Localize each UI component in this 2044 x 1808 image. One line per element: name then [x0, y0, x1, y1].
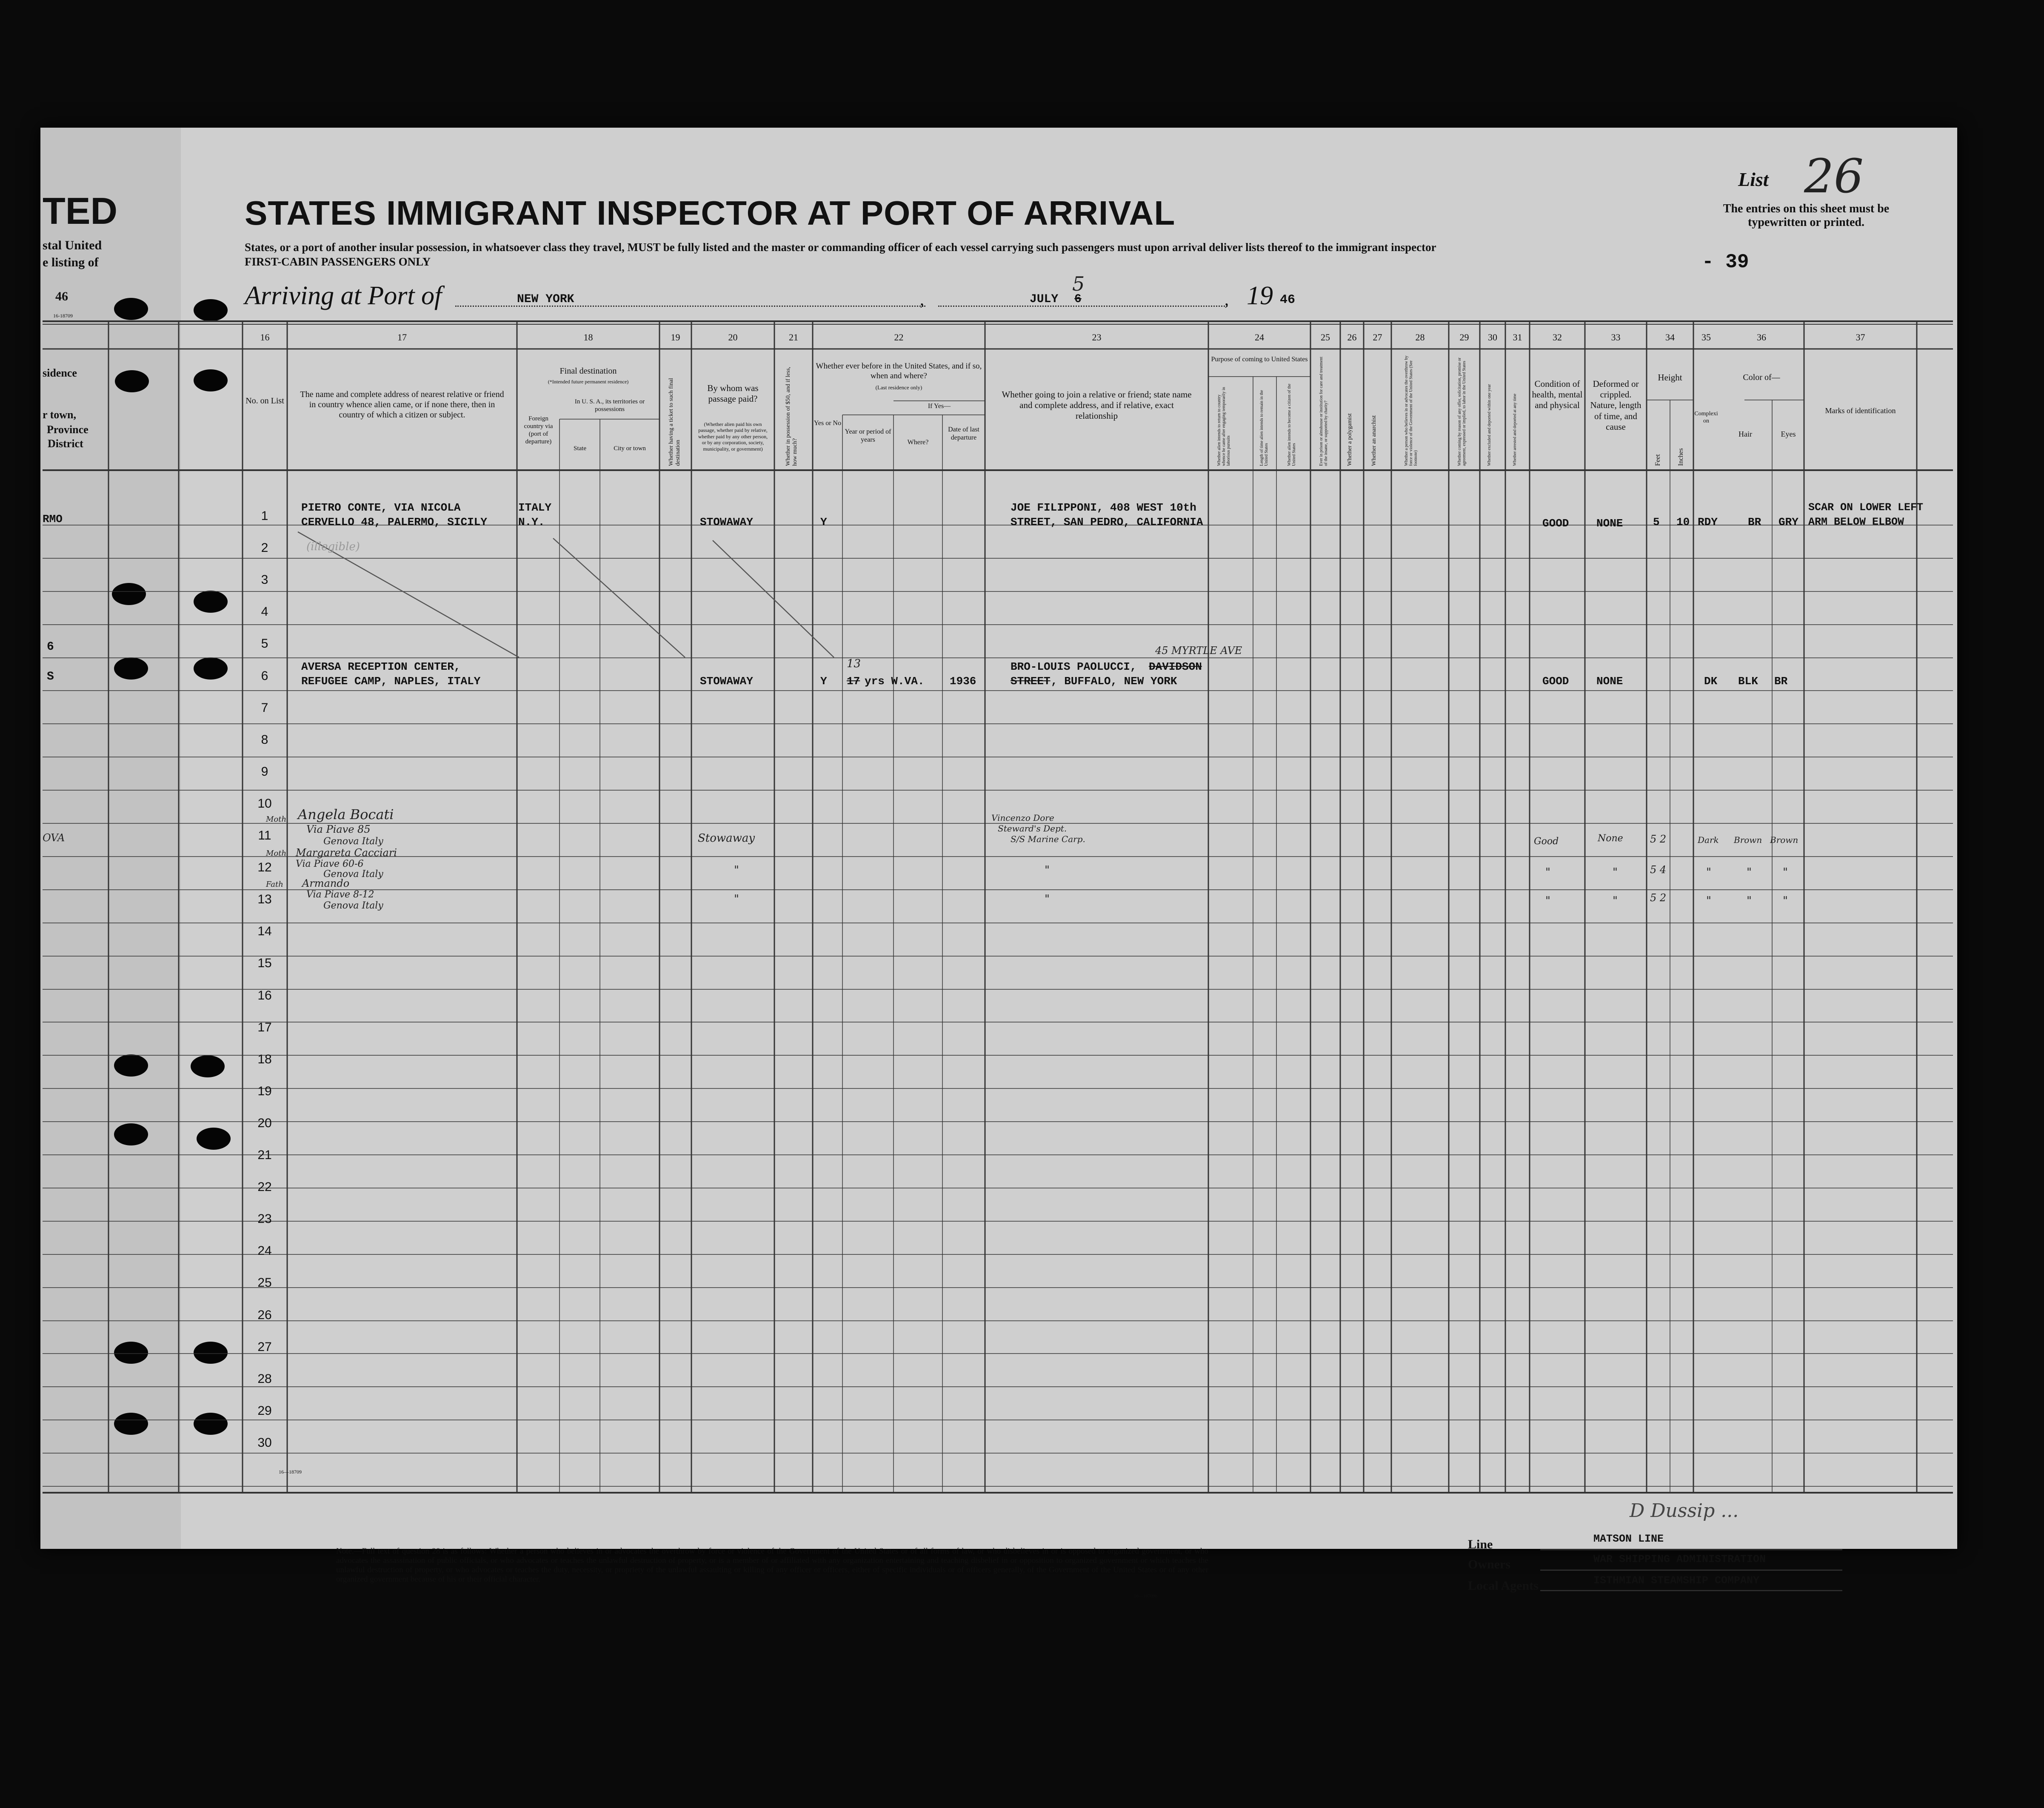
r11-complexion: Dark — [1698, 835, 1719, 845]
row-number: 3 — [261, 573, 268, 587]
row-number: 17 — [257, 1020, 272, 1034]
r6-relative-line-1: AVERSA RECEPTION CENTER, — [301, 660, 461, 673]
r6-complexion: DK — [1704, 675, 1718, 688]
row-number: 16 — [257, 988, 272, 1003]
header-passage-note: (Whether alien paid his own passage, whether paid by relative, whether paid by any other person, or by any corporation, society, municipality, or government) — [698, 421, 768, 452]
r13-relation: Fath — [266, 880, 283, 889]
r1-join-line-2: STREET, SAN PEDRO, CALIFORNIA — [1011, 516, 1203, 528]
page-title: STATES IMMIGRANT INSPECTOR AT PORT OF ARRIVAL — [245, 194, 1176, 232]
header-arrested: Whether arrested and deported at any time — [1513, 394, 1517, 466]
row-number: 5 — [261, 637, 268, 651]
r12-complexion-ditto: " — [1706, 866, 1711, 879]
col-num-26: 26 — [1347, 332, 1357, 343]
r1-feet: 5 — [1653, 516, 1660, 528]
r12-relation: Moth — [266, 849, 287, 858]
col-num-21: 21 — [789, 332, 798, 343]
r6-years-struck: 17 — [847, 675, 860, 688]
header-marks: Marks of identification — [1825, 406, 1896, 415]
r1-join-line-1: JOE FILIPPONI, 408 WEST 10th — [1011, 501, 1196, 514]
r12-passage-ditto: " — [734, 864, 739, 877]
line-label: Line — [1468, 1537, 1493, 1551]
agents-value: ISTHMIAN STEAMSHIP COMPANY — [1593, 1574, 1760, 1587]
row-number: 1 — [261, 509, 268, 523]
year-suffix: 46 — [1280, 293, 1296, 307]
header-where: Where? — [907, 439, 929, 446]
r1-before-us: Y — [820, 516, 827, 528]
col-num-30: 30 — [1488, 332, 1497, 343]
row-number: 30 — [257, 1436, 272, 1450]
header-list-no: No. on List — [246, 396, 284, 406]
owners-label: Owners — [1468, 1557, 1510, 1571]
col-num-33: 33 — [1611, 332, 1621, 343]
header-date-departure: Date of last departure — [948, 426, 979, 442]
col-num-23: 23 — [1092, 332, 1102, 343]
footer-form-code: 16—18709 — [279, 1469, 302, 1475]
row-number: 19 — [257, 1084, 272, 1098]
col-num-32: 32 — [1553, 332, 1562, 343]
r12-eyes-ditto: " — [1783, 866, 1788, 879]
row-number: 23 — [257, 1212, 272, 1226]
footnote-code: 16—18709b — [1134, 1594, 1157, 1599]
r1-deformed: NONE — [1596, 517, 1623, 530]
row-number: 13 — [257, 892, 272, 906]
header-overthrow: Whether a person who believes in or advocates the overthrow by force or violence of the Government of the United States (See footnote) — [1404, 355, 1418, 466]
list-label: List — [1738, 169, 1769, 190]
r1-relative-line-2: CERVELLO 48, PALERMO, SICILY — [301, 516, 487, 528]
r12-relative-line-2: Via Piave 60-6 — [296, 859, 364, 869]
left-line-2: e listing of — [43, 255, 99, 269]
r12-height: 5 4 — [1650, 864, 1667, 876]
r12-deformed-ditto: " — [1613, 866, 1618, 879]
header-prison: Ever in prison or almshouse or institution for care and treatment of the insane, or supported by charity? — [1319, 357, 1328, 466]
r6-join-insert: 45 MYRTLE AVE — [1155, 645, 1242, 657]
line-value: MATSON LINE — [1593, 1533, 1664, 1545]
typewritten-note: The entries on this sheet must be typewritten or printed. — [1723, 202, 1890, 229]
r1-passage: STOWAWAY — [700, 516, 753, 528]
r6-departure-date: 1936 — [950, 675, 976, 688]
form-code-top: 16-18709 — [53, 313, 73, 319]
first-cabin-label: FIRST-CABIN PASSENGERS ONLY — [245, 255, 431, 268]
r13-passage-ditto: " — [734, 893, 739, 905]
left-row-11: OVA — [43, 832, 65, 844]
inspector-signature: D Dussip ... — [1630, 1500, 1739, 1522]
r13-relative-line-1: Armando — [302, 877, 350, 889]
row-number: 28 — [257, 1372, 272, 1386]
r11-health: Good — [1534, 836, 1559, 847]
row-number: 15 — [257, 956, 272, 970]
row-number: 9 — [261, 765, 268, 779]
left-title-fragment: TED — [43, 190, 117, 232]
r13-join-ditto: " — [1045, 893, 1050, 905]
header-hair: Hair — [1739, 430, 1752, 438]
header-year-period: Year or period of years — [845, 428, 891, 444]
col-num-22: 22 — [894, 332, 904, 343]
col-num-27: 27 — [1373, 332, 1382, 343]
page-subtitle: States, or a port of another insular possession, in whatsoever class they travel, MUST be fully listed and the master or commanding officer of each vessel carrying such passengers must upon arrival deliver lists thereof to the immigrant inspector — [245, 241, 1436, 254]
r13-relative-line-2: Via Piave 8-12 — [306, 889, 374, 900]
header-fifty-dollars: Whether in possession of $50, and if less, how much? — [785, 367, 798, 466]
left-year: 46 — [55, 289, 68, 303]
header-labor-offer: Whether coming by reason of any offer, solicitation, promise or agreement, expressed or implied, to labor in the United States — [1457, 357, 1467, 466]
footnote-question-28: Note.—Full text of question 28 is as follows: Whether a person who believes in or advocates the overthrow by force or violence of the Government of the United States or of all forms of law, or who disbelieves in or is opposed to organized government, or who advocates the assassination of public officials, or who advocates or teaches the unlawful destruction of property, or is a member of or affiliated with any organization entertaining and teaching disbelief in or opposition to organized government or which teaches the unlawful destruction of property, or who advocates or teaches the duty, necessity, or propriety of the unlawful assaulting or killing of any officer or officers, either of specific individuals or of officers generally, of the Government of the United States or of any other organized government because of his or their official character. — [336, 1547, 1208, 1584]
header-before-us-note: (Last residence only) — [875, 384, 922, 391]
row-number: 18 — [257, 1052, 272, 1066]
port-comma: , — [920, 290, 924, 309]
col-num-36: 36 — [1757, 332, 1766, 343]
r1-relative-line-1: PIETRO CONTE, VIA NICOLA — [301, 501, 461, 514]
r1-foreign-country: ITALY — [518, 501, 552, 514]
r6-deformed: NONE — [1596, 675, 1623, 688]
r1-hair: BR — [1748, 516, 1761, 528]
col-num-29: 29 — [1459, 332, 1469, 343]
r11-eyes: Brown — [1770, 835, 1798, 845]
row-number: 4 — [261, 605, 268, 619]
col-num-37: 37 — [1856, 332, 1865, 343]
r1-port-departure: N.Y. — [518, 516, 545, 528]
row-number: 12 — [257, 860, 272, 874]
header-height: Height — [1658, 372, 1682, 383]
r11-relative-line-1: Angela Bocati — [298, 806, 394, 823]
col-num-34: 34 — [1665, 332, 1675, 343]
header-state: State — [574, 445, 586, 452]
r11-hair: Brown — [1734, 835, 1762, 845]
r11-join-line-1: Vincenzo Dore — [991, 813, 1054, 823]
col-num-18: 18 — [583, 332, 593, 343]
header-excluded: Whether excluded and deported within one year — [1487, 384, 1492, 466]
r1-marks-line-2: ARM BELOW ELBOW — [1808, 516, 1904, 528]
r12-hair-ditto: " — [1747, 866, 1752, 879]
header-city: City or town — [614, 445, 646, 452]
header-polygamist: Whether a polygamist — [1347, 413, 1353, 466]
left-row-6: S — [47, 670, 54, 683]
r12-join-ditto: " — [1045, 864, 1050, 877]
left-row-1: RMO — [43, 513, 63, 526]
r13-hair-ditto: " — [1747, 894, 1752, 907]
header-complexion: Complexion — [1694, 411, 1718, 424]
col-num-24: 24 — [1255, 332, 1264, 343]
r6-hair: BLK — [1738, 675, 1758, 688]
col-num-31: 31 — [1513, 332, 1522, 343]
header-anarchist: Whether an anarchist — [1371, 415, 1377, 466]
row-number: 8 — [261, 733, 268, 747]
r1-health: GOOD — [1542, 517, 1569, 530]
r6-join-line-1: BRO-LOUIS PAOLUCCI, — [1011, 660, 1137, 673]
header-purpose-c: Whether alien intends to become a citizen of the United States — [1287, 383, 1296, 466]
r12-relative-line-3: Genova Italy — [323, 869, 383, 880]
r13-height: 5 2 — [1650, 892, 1667, 904]
left-line-1: stal United — [43, 238, 102, 252]
col-num-20: 20 — [728, 332, 738, 343]
row-number: 29 — [257, 1404, 272, 1418]
col-num-35: 35 — [1701, 332, 1711, 343]
port-value: NEW YORK — [517, 293, 574, 306]
left-province: Province — [47, 423, 88, 436]
r12-health-ditto: " — [1545, 866, 1550, 879]
date-comma: , — [1225, 290, 1229, 309]
row-number: 14 — [257, 924, 272, 938]
date-day-struck: 6 — [1074, 293, 1082, 306]
left-row-5: 6 — [47, 640, 54, 654]
r6-years-hand: 13 — [847, 657, 861, 670]
header-usa: In U. S. A., its territories or possessions — [574, 398, 645, 413]
r11-relation: Moth — [266, 815, 287, 824]
row-number: 6 — [261, 669, 268, 683]
left-town: r town, — [43, 408, 76, 421]
header-inches: Inches — [1677, 448, 1684, 466]
header-before-us: Whether ever before in the United States, and if so, when and where? — [816, 362, 982, 380]
row-number: 25 — [257, 1276, 272, 1290]
header-final-destination: Final destination — [560, 366, 617, 376]
row-number: 11 — [258, 828, 271, 843]
col-num-16: 16 — [260, 332, 270, 343]
owners-value: WAR SHIPPING ADMINISTRATION — [1593, 1553, 1766, 1565]
list-number: 26 — [1804, 149, 1864, 203]
row-number: 20 — [257, 1116, 272, 1130]
r1-eyes: GRY — [1779, 516, 1798, 528]
r6-join-struck-1: DAVIDSON — [1149, 660, 1202, 673]
header-deformed: Deformed or crippled. Nature, length of time, and cause — [1590, 379, 1641, 432]
header-foreign-country: Foreign country via (port of departure) — [524, 415, 553, 445]
row-number: 27 — [257, 1340, 272, 1354]
r12-relative-line-1: Margareta Cacciari — [296, 847, 397, 859]
agents-label: Local Agents — [1468, 1579, 1539, 1593]
r11-join-line-3: S/S Marine Carp. — [1011, 834, 1085, 844]
header-purpose: Purpose of coming to United States — [1211, 356, 1308, 363]
row-number: 24 — [257, 1244, 272, 1258]
r6-before-us: Y — [820, 675, 827, 688]
header-health: Condition of health, mental and physical — [1532, 379, 1583, 411]
sheet-number: - 39 — [1702, 251, 1749, 273]
r11-passage: Stowaway — [698, 832, 755, 845]
header-join-relative: Whether going to join a relative or friend; state name and complete address, and if relative, exact relationship — [1002, 389, 1192, 421]
header-purpose-a: Whether alien intends to return to country whence he came after engaging temporarily in laborious pursuits — [1217, 387, 1231, 466]
r6-years-where: yrs W.VA. — [865, 675, 925, 688]
header-yes-no: Yes or No — [814, 420, 842, 427]
row-number: 21 — [257, 1148, 272, 1162]
r13-deformed-ditto: " — [1613, 894, 1618, 907]
r6-eyes: BR — [1774, 675, 1788, 688]
r6-join-struck-2: STREET — [1011, 675, 1051, 688]
r1-inches: 10 — [1676, 516, 1690, 528]
left-residence: sidence — [43, 367, 77, 379]
r2-faint-text: (illegible) — [306, 540, 360, 553]
left-district: District — [48, 437, 83, 450]
row-number: 26 — [257, 1308, 272, 1322]
r11-deformed: None — [1598, 833, 1623, 844]
row-number: 22 — [257, 1180, 272, 1194]
r1-complexion: RDY — [1698, 516, 1718, 528]
col-num-19: 19 — [671, 332, 680, 343]
r6-join-line-2: , BUFFALO, NEW YORK — [1051, 675, 1177, 688]
r11-relative-line-3: Genova Italy — [323, 836, 383, 847]
r1-marks-line-1: SCAR ON LOWER LEFT — [1808, 501, 1924, 514]
row-number: 2 — [261, 541, 268, 555]
arriving-label: Arriving at Port of — [245, 281, 442, 310]
col-num-17: 17 — [397, 332, 407, 343]
row-number: 7 — [261, 701, 268, 715]
col-num-25: 25 — [1321, 332, 1330, 343]
r11-height: 5 2 — [1650, 833, 1667, 845]
date-day: 5 — [1072, 272, 1085, 295]
r13-health-ditto: " — [1545, 894, 1550, 907]
r6-relative-line-2: REFUGEE CAMP, NAPLES, ITALY — [301, 675, 481, 688]
header-relative: The name and complete address of nearest relative or friend in country whence alien came, or if none there, then in country of which a citizen or subject. — [300, 390, 504, 420]
header-passage: By whom was passage paid? — [707, 383, 759, 404]
header-final-destination-note: (*Intended future permanent residence) — [548, 379, 629, 385]
r6-passage: STOWAWAY — [700, 675, 753, 688]
header-feet: Feet — [1654, 454, 1661, 466]
year-prefix: 19 — [1247, 281, 1273, 310]
r13-relative-line-3: Genova Italy — [323, 900, 383, 911]
row-number: 10 — [257, 797, 272, 811]
header-ticket: Whether having a ticket to such final destination — [668, 378, 681, 466]
r13-eyes-ditto: " — [1783, 894, 1788, 907]
header-color-of: Color of— — [1743, 373, 1780, 382]
r11-relative-line-2: Via Piave 85 — [306, 823, 371, 835]
header-eyes: Eyes — [1781, 430, 1796, 438]
r6-health: GOOD — [1542, 675, 1569, 688]
r13-complexion-ditto: " — [1706, 894, 1711, 907]
header-if-yes: If Yes— — [928, 403, 951, 410]
header-purpose-b: Length of time alien intends to remain in the United States — [1259, 390, 1269, 466]
col-num-28: 28 — [1415, 332, 1425, 343]
r11-join-line-2: Steward's Dept. — [998, 823, 1067, 834]
date-month: JULY — [1030, 293, 1059, 306]
